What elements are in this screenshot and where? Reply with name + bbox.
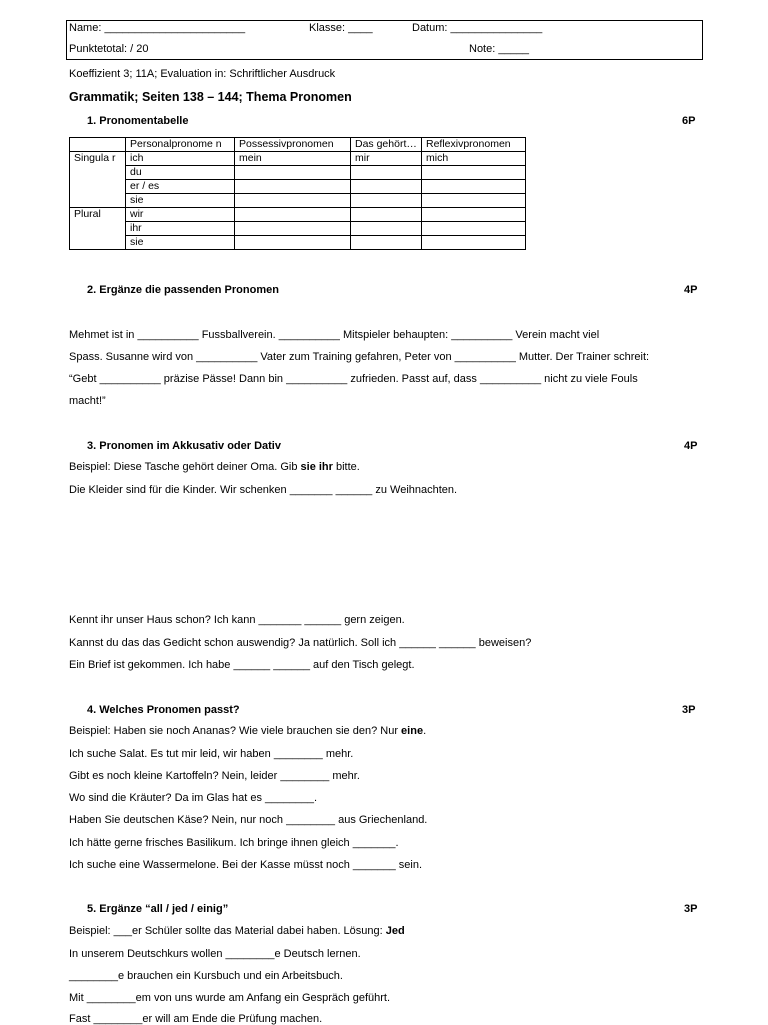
pronoun-table [69,137,526,250]
section-1-title: 1. Pronomentabelle [87,115,189,127]
example-line [69,725,426,737]
exercise-line: macht!” [69,395,106,407]
section-2-points: 4P [684,284,698,296]
example-answer: eine [401,725,424,737]
table-cell[interactable] [422,180,526,194]
exercise-line[interactable]: Haben Sie deutschen Käse? Nein, nur noch ________ aus Griechenland. [69,814,428,826]
section-2-title: 2. Ergänze die passenden Pronomen [87,284,279,296]
exercise-line[interactable]: Ich suche Salat. Es tut mir leid, wir haben ________ mehr. [69,748,354,760]
table-cell: ihr [126,222,235,236]
table-row [70,152,526,166]
example-text: Beispiel: ___er Schüler sollte das Material dabei haben. Lösung: [69,925,386,937]
example-text: bitte. [332,461,360,473]
exercise-line[interactable]: “Gebt __________ präzise Pässe! Dann bin __________ zufrieden. Passt auf, dass __________ nicht zu viele Fouls [69,373,638,385]
exercise-line[interactable]: Ich hätte gerne frisches Basilikum. Ich bringe ihnen gleich _______. [69,837,399,849]
exercise-line[interactable]: Spass. Susanne wird von __________ Vater zum Training gefahren, Peter von __________ Mutter. Der Trainer schreit: [69,351,650,363]
section-3-title: 3. Pronomen im Akkusativ oder Dativ [87,440,281,452]
table-cell[interactable] [351,180,422,194]
section-4-title: 4. Welches Pronomen passt? [87,704,240,716]
table-cell[interactable] [422,236,526,250]
table-cell: mich [422,152,526,166]
exercise-line[interactable]: Die Kleider sind für die Kinder. Wir schenken _______ ______ zu Weihnachten. [69,484,458,496]
table-header-cell: Possessivpronomen [235,138,351,152]
example-answer: Jed [385,925,405,937]
table-cell: du [126,166,235,180]
table-cell[interactable] [235,166,351,180]
example-text: Beispiel: Diese Tasche gehört deiner Oma. Gib [69,461,301,473]
table-cell[interactable] [235,222,351,236]
table-row [70,222,526,236]
table-header-row [70,138,526,152]
table-cell: mein [235,152,351,166]
exercise-line[interactable]: Ein Brief ist gekommen. Ich habe ______ ______ auf den Tisch gelegt. [69,659,415,671]
name-field: Name: _______________________ [69,22,246,34]
table-cell: ich [126,152,235,166]
table-cell[interactable] [351,236,422,250]
table-row [70,166,526,180]
exercise-line[interactable]: Mit ________em von uns wurde am Anfang ein Gespräch geführt. [69,992,391,1004]
exercise-line[interactable]: Ich suche eine Wassermelone. Bei der Kasse müsst noch _______ sein. [69,859,423,871]
exercise-line[interactable]: Gibt es noch kleine Kartoffeln? Nein, leider ________ mehr. [69,770,360,782]
exercise-line[interactable]: In unserem Deutschkurs wollen ________e Deutsch lernen. [69,948,361,960]
example-line [69,461,360,473]
punktetotal-field: Punktetotal: / 20 [69,43,149,55]
main-title: Grammatik; Seiten 138 – 144; Thema Pronomen [69,90,352,104]
table-cell[interactable] [351,194,422,208]
table-cell[interactable] [422,222,526,236]
example-line [69,925,405,937]
table-cell: wir [126,208,235,222]
table-cell: mir [351,152,422,166]
table-cell[interactable] [235,180,351,194]
table-row [70,208,526,222]
table-cell: sie [126,194,235,208]
group-label-singular: Singula r [70,152,126,208]
exercise-line[interactable]: Kannst du das das Gedicht schon auswendig? Ja natürlich. Soll ich ______ ______ beweisen? [69,637,532,649]
note-field: Note: _____ [469,43,529,55]
meta-line: Koeffizient 3; 11A; Evaluation in: Schriftlicher Ausdruck [69,68,336,80]
section-5-points: 3P [684,903,698,915]
table-cell: sie [126,236,235,250]
example-answer: sie ihr [300,461,333,473]
exercise-line[interactable]: Fast ________er will am Ende die Prüfung machen. [69,1013,323,1025]
table-cell[interactable] [351,208,422,222]
table-cell[interactable] [235,194,351,208]
example-text: . [423,725,427,737]
klasse-field: Klasse: ____ [309,22,373,34]
table-cell[interactable] [422,166,526,180]
exercise-line[interactable]: Kennt ihr unser Haus schon? Ich kann _______ ______ gern zeigen. [69,614,405,626]
table-header-cell: Reflexivpronomen [422,138,526,152]
exercise-line[interactable]: ________e brauchen ein Kursbuch und ein Arbeitsbuch. [69,970,343,982]
table-cell[interactable] [351,222,422,236]
group-label-plural: Plural [70,208,126,250]
table-row [70,180,526,194]
table-header-cell [70,138,126,152]
table-cell[interactable] [422,208,526,222]
table-cell[interactable] [235,208,351,222]
table-cell[interactable] [422,194,526,208]
section-3-points: 4P [684,440,698,452]
exercise-line[interactable]: Mehmet ist in __________ Fussballverein. __________ Mitspieler behaupten: __________ Verein macht viel [69,329,600,341]
table-cell: er / es [126,180,235,194]
table-cell[interactable] [235,236,351,250]
table-cell[interactable] [351,166,422,180]
exercise-line[interactable]: Wo sind die Kräuter? Da im Glas hat es ________. [69,792,318,804]
section-4-points: 3P [682,704,696,716]
section-1-points: 6P [682,115,696,127]
datum-field: Datum: _______________ [412,22,543,34]
table-row [70,236,526,250]
example-text: Beispiel: Haben sie noch Ananas? Wie viele brauchen sie den? Nur [69,725,402,737]
table-header-cell: Personalpronome n [126,138,235,152]
section-5-title: 5. Ergänze “all / jed / einig” [87,903,229,915]
table-header-cell: Das gehört… [351,138,422,152]
table-row [70,194,526,208]
